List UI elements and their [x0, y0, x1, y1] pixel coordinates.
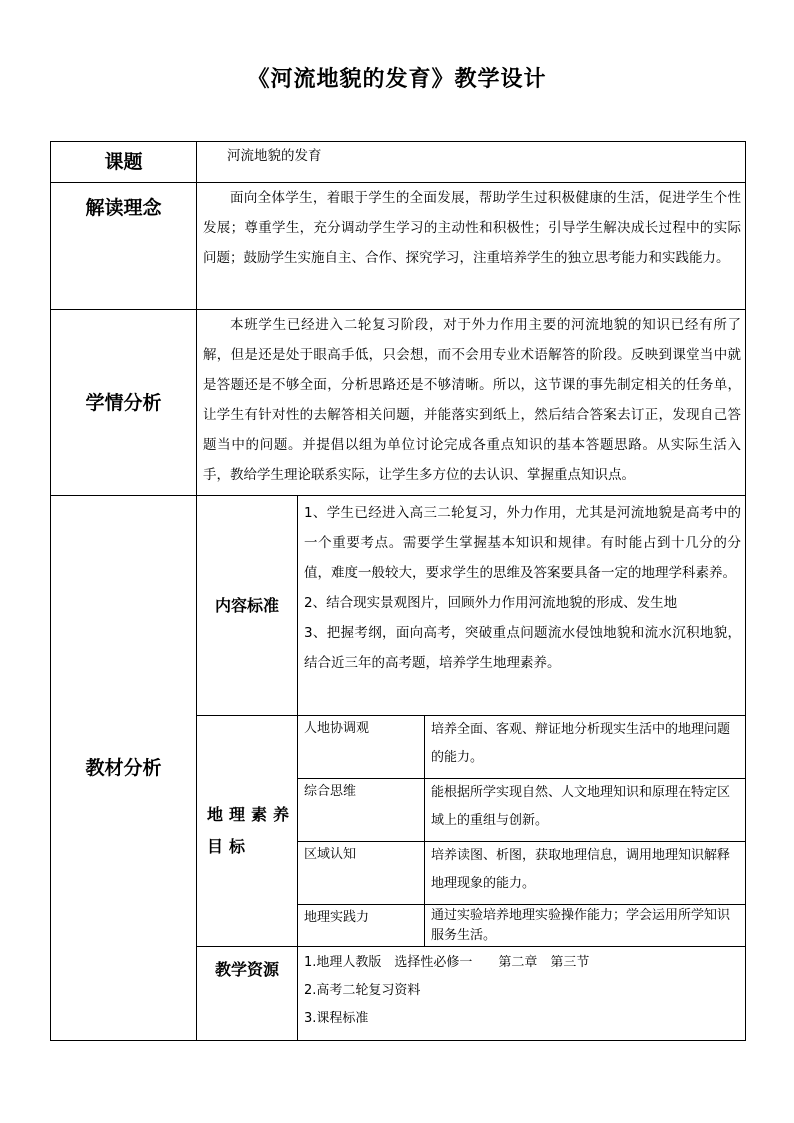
literacy-goal: 培养全面、客观、辩证地分析现实生活中的地理问题的能力。 — [425, 716, 746, 779]
literacy-goal: 通过实验培养地理实验操作能力；学会运用所学知识服务生活。 — [425, 905, 746, 947]
analysis-text: 本班学生已经进入二轮复习阶段，对于外力作用主要的河流地貌的知识已经有所了解，但是还是处于眼高手低，只会想，而不会用专业术语解答的阶段。反映到课堂当中就是答题还是不够全面，分析思路还是不够清晰。所以，这节课的事先制定相关的任务单，让学生有针对性的去解答相关问题，并能落实到纸上，然后结合答案去订正，发现自己答题当中的问题。并提倡以组为单位讨论完成各重点知识的基本答题思路。从实际生活入手，教给学生理论联系实际，让学生多方位的去认识、掌握重点知识点。 — [197, 310, 746, 496]
content-standard-row — [51, 496, 746, 716]
concept-text: 面向全体学生，着眼于学生的全面发展，帮助学生过积极健康的生活，促进学生个性发展；尊重学生，充分调动学生学习的主动性和积极性；引导学生解决成长过程中的实际问题；鼓励学生实施自主、合作、探究学习，注重培养学生的独立思考能力和实践能力。 — [197, 183, 746, 310]
content-standard-item: 1、学生已经进入高三二轮复习，外力作用，尤其是河流地貌是高考中的一个重要考点。需要学生掌握基本知识和规律。有时能占到十几分的分值，难度一般较大，要求学生的思维及答案要具备一定的地理学科素养。 — [304, 505, 742, 581]
literacy-goal: 能根据所学实现自然、人文地理知识和原理在特定区域上的重组与创新。 — [425, 779, 746, 842]
resource-item: 2.高考二轮复习资料 — [304, 983, 421, 998]
literacy-name: 地理实践力 — [298, 905, 425, 947]
resource-item: 3.课程标准 — [304, 1011, 369, 1026]
literacy-label: 地理素养目标 — [197, 716, 298, 947]
topic-row — [51, 142, 746, 183]
concept-row — [51, 183, 746, 310]
content-standard-item: 2、结合现实景观图片，回顾外力作用河流地貌的形成、发生地 — [304, 595, 678, 611]
topic-value: 河流地貌的发育 — [197, 142, 746, 183]
literacy-name: 区域认知 — [298, 842, 425, 905]
content-standard-item: 3、把握考纲，面向高考，突破重点问题流水侵蚀地貌和流水沉积地貌，结合近三年的高考题，培养学生地理素养。 — [304, 625, 742, 671]
lesson-plan-table — [50, 141, 746, 1041]
concept-label: 解读理念 — [51, 183, 197, 310]
literacy-goal: 培养读图、析图，获取地理信息，调用地理知识解释地理现象的能力。 — [425, 842, 746, 905]
analysis-row — [51, 310, 746, 496]
literacy-name: 综合思维 — [298, 779, 425, 842]
resource-item: 1.地理人教版 选择性必修一 第二章 第三节 — [304, 955, 590, 970]
topic-label: 课题 — [51, 142, 197, 183]
resources-label: 教学资源 — [197, 947, 298, 1041]
analysis-label: 学情分析 — [51, 310, 197, 496]
document-title: 《河流地貌的发育》教学设计 — [247, 66, 547, 92]
resources-cell — [298, 947, 746, 1041]
material-label: 教材分析 — [51, 496, 197, 1041]
content-standard-cell — [298, 496, 746, 716]
literacy-name: 人地协调观 — [298, 716, 425, 779]
content-standard-label: 内容标准 — [197, 496, 298, 716]
